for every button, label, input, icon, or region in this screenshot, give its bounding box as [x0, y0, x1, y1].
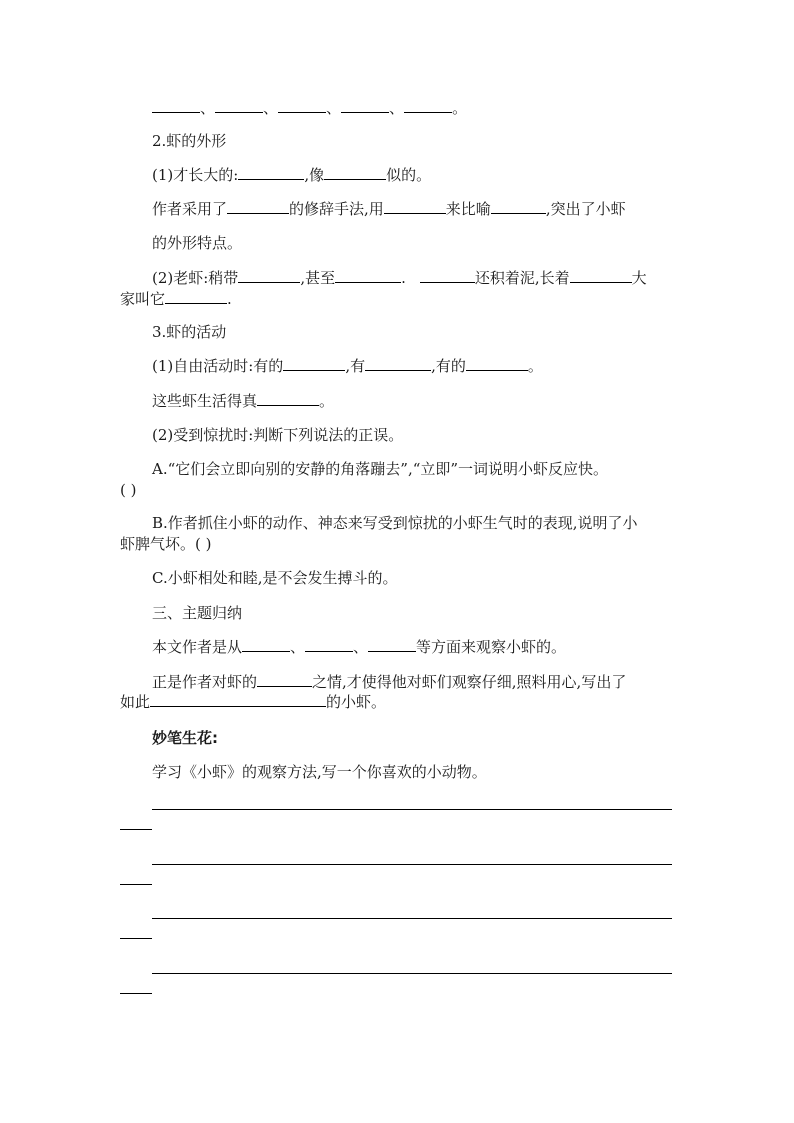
activity-summary: 这些虾生活得真 。: [152, 392, 335, 410]
answer-blank[interactable]: [324, 165, 386, 180]
answer-blank[interactable]: [335, 268, 401, 283]
answer-blank[interactable]: [215, 98, 263, 113]
answer-blank[interactable]: [165, 289, 227, 304]
section-heading-activity: 3.虾的活动: [152, 323, 227, 341]
separator: 。: [452, 99, 468, 117]
rhetoric-question: 作者采用了 的修辞手法,用 来比喻 ,突出了小虾: [152, 200, 626, 218]
answer-blank[interactable]: [257, 672, 312, 687]
writing-heading: 妙笔生花:: [152, 729, 218, 747]
answer-blank[interactable]: [278, 98, 326, 113]
activity-free: (1)自由活动时:有的 ,有 ,有的 。: [152, 357, 543, 375]
judgement-c: C.小虾相处和睦,是不会发生搏斗的。: [152, 569, 398, 587]
appearance-young-shrimp: (1)才长大的: ,像 似的。: [152, 166, 432, 184]
writing-line[interactable]: [120, 884, 152, 885]
activity-disturbed: (2)受到惊扰时:判断下列说法的正误。: [152, 426, 404, 444]
answer-blank[interactable]: [384, 199, 446, 214]
answer-blank[interactable]: [257, 391, 319, 406]
judgement-a: A.“它们会立即向别的安静的角落蹦去”,“立即”一词说明小虾反应快。: [152, 460, 609, 478]
answer-blank[interactable]: [238, 165, 304, 180]
top-blanks-row: [152, 98, 467, 118]
theme-emotion: 正是作者对虾的 之情,才使得他对虾们观察仔细,照料用心,写出了: [152, 673, 627, 691]
separator: 、: [389, 99, 405, 117]
answer-blank[interactable]: [570, 268, 632, 283]
writing-line[interactable]: [120, 829, 152, 830]
theme-observation: 本文作者是从 、 、 等方面来观察小虾的。: [152, 638, 567, 656]
section-heading-theme: 三、主题归纳: [152, 604, 243, 622]
writing-line[interactable]: [152, 809, 672, 810]
answer-blank[interactable]: [227, 199, 289, 214]
answer-blank[interactable]: [238, 268, 300, 283]
appearance-old-shrimp: (2)老虾:稍带 ,甚至 . 还积着泥,长着 大: [152, 269, 647, 287]
rhetoric-question-cont: 的外形特点。: [152, 234, 243, 252]
answer-blank[interactable]: [491, 199, 546, 214]
judgement-b-cont[interactable]: 虾脾气坏。( ): [120, 535, 212, 553]
answer-blank[interactable]: [365, 356, 431, 371]
answer-blank[interactable]: [420, 268, 475, 283]
answer-blank[interactable]: [466, 356, 528, 371]
separator: 、: [200, 99, 216, 117]
separator: 、: [326, 99, 342, 117]
separator: 、: [263, 99, 279, 117]
answer-blank[interactable]: [404, 98, 452, 113]
answer-blank[interactable]: [368, 637, 416, 652]
section-heading-appearance: 2.虾的外形: [152, 132, 227, 150]
judgement-a-bracket[interactable]: ( ): [120, 481, 137, 499]
writing-prompt: 学习《小虾》的观察方法,写一个你喜欢的小动物。: [152, 763, 487, 781]
answer-blank[interactable]: [341, 98, 389, 113]
writing-line[interactable]: [152, 973, 672, 974]
writing-line[interactable]: [120, 938, 152, 939]
answer-blank[interactable]: [150, 692, 326, 707]
judgement-b: B.作者抓住小虾的动作、神态来写受到惊扰的小虾生气时的表现,说明了小: [152, 514, 638, 532]
writing-line[interactable]: [152, 918, 672, 919]
writing-line[interactable]: [152, 864, 672, 865]
answer-blank[interactable]: [305, 637, 353, 652]
answer-blank[interactable]: [152, 98, 200, 113]
theme-emotion-cont: 如此 的小虾。: [120, 693, 387, 711]
appearance-old-shrimp-cont: 家叫它 .: [120, 290, 232, 308]
answer-blank[interactable]: [283, 356, 345, 371]
answer-blank[interactable]: [242, 637, 290, 652]
writing-line[interactable]: [120, 993, 152, 994]
